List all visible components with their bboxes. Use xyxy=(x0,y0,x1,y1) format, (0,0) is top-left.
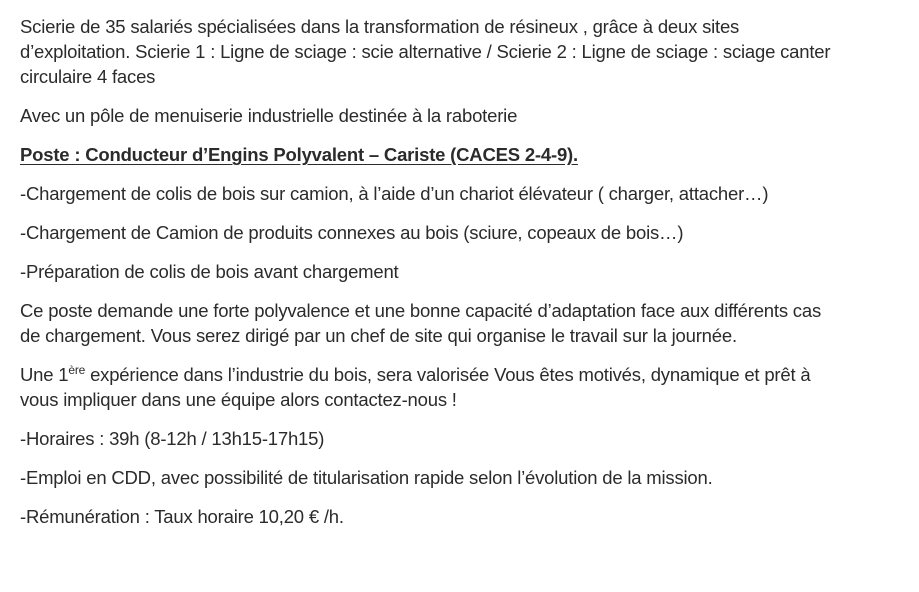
contract-line: -Emploi en CDD, avec possibilité de titularisation rapide selon l’évolution de la mission. xyxy=(20,467,713,488)
company-intro-paragraph xyxy=(20,14,900,89)
description-line-1: Ce poste demande une forte polyvalence et une bonne capacité d’adaptation face aux différents cas xyxy=(20,300,821,321)
job-title-heading: Poste : Conducteur d’Engins Polyvalent – Cariste (CACES 2-4-9). xyxy=(20,144,578,165)
description-line-2: de chargement. Vous serez dirigé par un chef de site qui organise le travail sur la journée. xyxy=(20,325,737,346)
experience-line-2: vous impliquer dans une équipe alors contactez-nous ! xyxy=(20,389,457,410)
intro-line-2: d’exploitation. Scierie 1 : Ligne de sciage : scie alternative / Scierie 2 : Ligne de sciage : sciage canter xyxy=(20,41,831,62)
experience-line-1-rest: expérience dans l’industrie du bois, sera valorisée Vous êtes motivés, dynamique et prêt à xyxy=(85,364,811,385)
experience-prefix: Une 1 xyxy=(20,364,69,385)
task-item-preparation: -Préparation de colis de bois avant chargement xyxy=(20,261,399,282)
job-offer-document xyxy=(20,14,900,543)
experience-paragraph xyxy=(20,362,900,412)
pole-paragraph: Avec un pôle de menuiserie industrielle destinée à la raboterie xyxy=(20,105,518,126)
task-item-loading-byproducts: -Chargement de Camion de produits connexes au bois (sciure, copeaux de bois…) xyxy=(20,222,684,243)
salary-line: -Rémunération : Taux horaire 10,20 € /h. xyxy=(20,506,344,527)
intro-line-1: Scierie de 35 salariés spécialisées dans la transformation de résineux , grâce à deux sites xyxy=(20,16,740,37)
task-item-loading-trucks: -Chargement de colis de bois sur camion, à l’aide d’un chariot élévateur ( charger, attacher…) xyxy=(20,183,769,204)
experience-line-1 xyxy=(20,362,900,387)
description-paragraph xyxy=(20,298,900,348)
schedule-line: -Horaires : 39h (8-12h / 13h15-17h15) xyxy=(20,428,325,449)
intro-line-3: circulaire 4 faces xyxy=(20,66,156,87)
experience-superscript: ère xyxy=(68,363,86,377)
